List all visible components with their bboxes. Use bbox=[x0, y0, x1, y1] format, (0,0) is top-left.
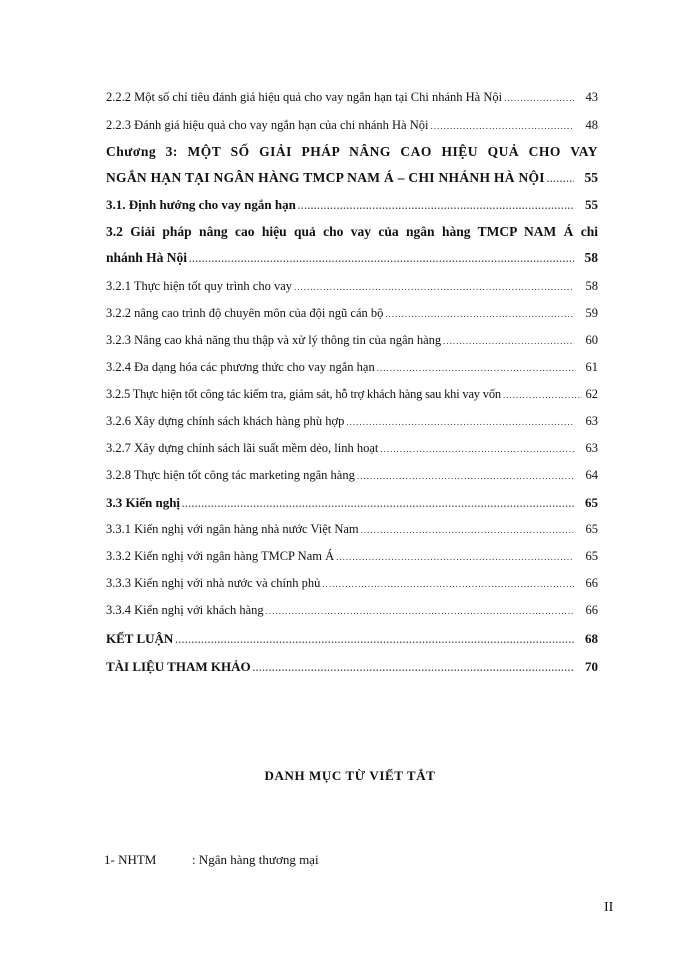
toc-leader bbox=[380, 444, 574, 454]
toc-leader bbox=[357, 471, 574, 481]
toc-entry-page: 43 bbox=[585, 90, 598, 104]
toc-entry bbox=[106, 360, 598, 375]
toc-entry-page: 61 bbox=[585, 360, 598, 374]
toc-entry bbox=[106, 387, 598, 402]
toc-leader bbox=[175, 635, 574, 645]
toc-entry-page: 64 bbox=[585, 468, 598, 482]
toc-entry-label: 3.2.1 Thực hiện tốt quy trình cho vay bbox=[106, 279, 293, 293]
toc-entry bbox=[106, 333, 598, 348]
toc-leader bbox=[361, 525, 574, 535]
toc-leader bbox=[298, 201, 574, 211]
toc-leader bbox=[385, 309, 574, 319]
toc-entry bbox=[106, 90, 598, 105]
abbreviation-code: 1- NHTM bbox=[104, 852, 157, 867]
toc-leader bbox=[504, 93, 574, 103]
toc-entry-wrap-line-1: 3.2 Giải pháp nâng cao hiệu quả cho vay của ngân hàng TMCP NAM Á chi bbox=[106, 224, 598, 239]
toc-leader bbox=[189, 254, 574, 264]
toc-entry-chapter bbox=[106, 170, 598, 186]
toc-entry bbox=[106, 197, 598, 213]
toc-entry-page: 66 bbox=[585, 576, 598, 590]
toc-entry bbox=[106, 576, 598, 591]
toc-entry bbox=[106, 441, 598, 456]
toc-entry-page: 70 bbox=[585, 659, 598, 674]
toc-leader bbox=[182, 499, 574, 509]
toc-entry-page: 48 bbox=[585, 118, 598, 132]
toc-entry bbox=[106, 631, 598, 647]
toc-entry-label: 3.3.2 Kiến nghị với ngân hàng TMCP Nam Á bbox=[106, 549, 335, 563]
toc-entry bbox=[106, 659, 598, 675]
toc-entry-label: 3.3.1 Kiến nghị với ngân hàng nhà nước Việt Nam bbox=[106, 522, 359, 536]
toc-entry-page: 58 bbox=[585, 279, 598, 293]
toc-entry-label: 3.3.3 Kiến nghị với nhà nước và chính phủ bbox=[106, 576, 321, 590]
toc-entry bbox=[106, 306, 598, 321]
abbreviation-item bbox=[104, 852, 319, 868]
toc-leader bbox=[266, 606, 574, 616]
toc-entry-label: 3.2.5 Thực hiện tốt công tác kiểm tra, giám sát, hỗ trợ khách hàng sau khi vay vốn bbox=[106, 387, 501, 401]
toc-entry-label: 3.2.4 Đa dạng hóa các phương thức cho vay ngắn hạn bbox=[106, 360, 375, 374]
toc-entry-page: 65 bbox=[585, 549, 598, 563]
toc-entry bbox=[106, 549, 598, 564]
toc-entry-label: 2.2.3 Đánh giá hiệu quả cho vay ngắn hạn của chi nhánh Hà Nội bbox=[106, 118, 429, 132]
toc-entry-label: 3.3 Kiến nghị bbox=[106, 495, 181, 510]
toc-leader bbox=[322, 579, 574, 589]
toc-entry-label: TÀI LIỆU THAM KHẢO bbox=[106, 659, 251, 674]
toc-entry-page: 65 bbox=[585, 495, 598, 510]
toc-entry-page: 62 bbox=[585, 387, 598, 401]
toc-entry bbox=[106, 603, 598, 618]
toc-entry-page: 66 bbox=[585, 603, 598, 617]
toc-leader bbox=[503, 390, 582, 400]
toc-entry-label: 3.1. Định hướng cho vay ngắn hạn bbox=[106, 197, 296, 212]
toc-leader bbox=[377, 363, 574, 373]
toc-chapter-line-2: NGẮN HẠN TẠI NGÂN HÀNG TMCP NAM Á – CHI NHÁNH HÀ NỘI bbox=[106, 170, 545, 185]
toc-leader bbox=[294, 282, 574, 292]
toc-chapter-line-1: Chương 3: MỘT SỐ GIẢI PHÁP NÂNG CAO HIỆU QUẢ CHO VAY bbox=[106, 144, 598, 159]
toc-entry-page: 55 bbox=[584, 170, 598, 185]
toc-entry-page: 59 bbox=[585, 306, 598, 320]
toc-entry-page: 60 bbox=[585, 333, 598, 347]
toc-entry bbox=[106, 250, 598, 266]
toc-leader bbox=[430, 121, 574, 131]
toc-entry-label: 3.2.6 Xây dựng chính sách khách hàng phù hợp bbox=[106, 414, 345, 428]
toc-entry-page: 68 bbox=[585, 631, 598, 646]
toc-entry bbox=[106, 468, 598, 483]
toc-leader bbox=[336, 552, 574, 562]
toc-leader bbox=[547, 174, 574, 184]
toc-entry-label: nhánh Hà Nội bbox=[106, 250, 188, 265]
toc-entry bbox=[106, 279, 598, 294]
toc-entry-label: 3.2.3 Nâng cao khả năng thu thập và xử lý thông tin của ngân hàng bbox=[106, 333, 442, 347]
toc-entry-page: 58 bbox=[584, 250, 598, 265]
toc-leader bbox=[346, 417, 574, 427]
abbreviation-meaning: : Ngân hàng thương mại bbox=[192, 852, 319, 867]
toc-entry bbox=[106, 495, 598, 511]
toc-entry-label: 3.2.7 Xây dựng chính sách lãi suất mềm dẻo, linh hoạt bbox=[106, 441, 379, 455]
toc-entry bbox=[106, 118, 598, 133]
toc-entry-label: 3.3.4 Kiến nghị với khách hàng bbox=[106, 603, 264, 617]
toc-leader bbox=[253, 663, 574, 673]
toc-entry-label: 3.2.8 Thực hiện tốt công tác marketing ngân hàng bbox=[106, 468, 355, 482]
toc-entry-page: 65 bbox=[585, 522, 598, 536]
toc-entry-label: 2.2.2 Một số chỉ tiêu đánh giá hiệu quả cho vay ngắn hạn tại Chi nhánh Hà Nội bbox=[106, 90, 503, 104]
toc-entry-page: 55 bbox=[585, 197, 598, 212]
toc-entry bbox=[106, 522, 598, 537]
toc-entry-label: KẾT LUẬN bbox=[106, 631, 174, 646]
toc-leader bbox=[443, 336, 574, 346]
abbreviations-heading: DANH MỤC TỪ VIẾT TẮT bbox=[264, 768, 436, 783]
toc-entry-page: 63 bbox=[585, 414, 598, 428]
page-number: II bbox=[604, 900, 614, 915]
toc-entry-label: 3.2.2 nâng cao trình độ chuyên môn của đội ngũ cán bộ bbox=[106, 306, 384, 320]
toc-entry bbox=[106, 414, 598, 429]
toc-entry-page: 63 bbox=[585, 441, 598, 455]
